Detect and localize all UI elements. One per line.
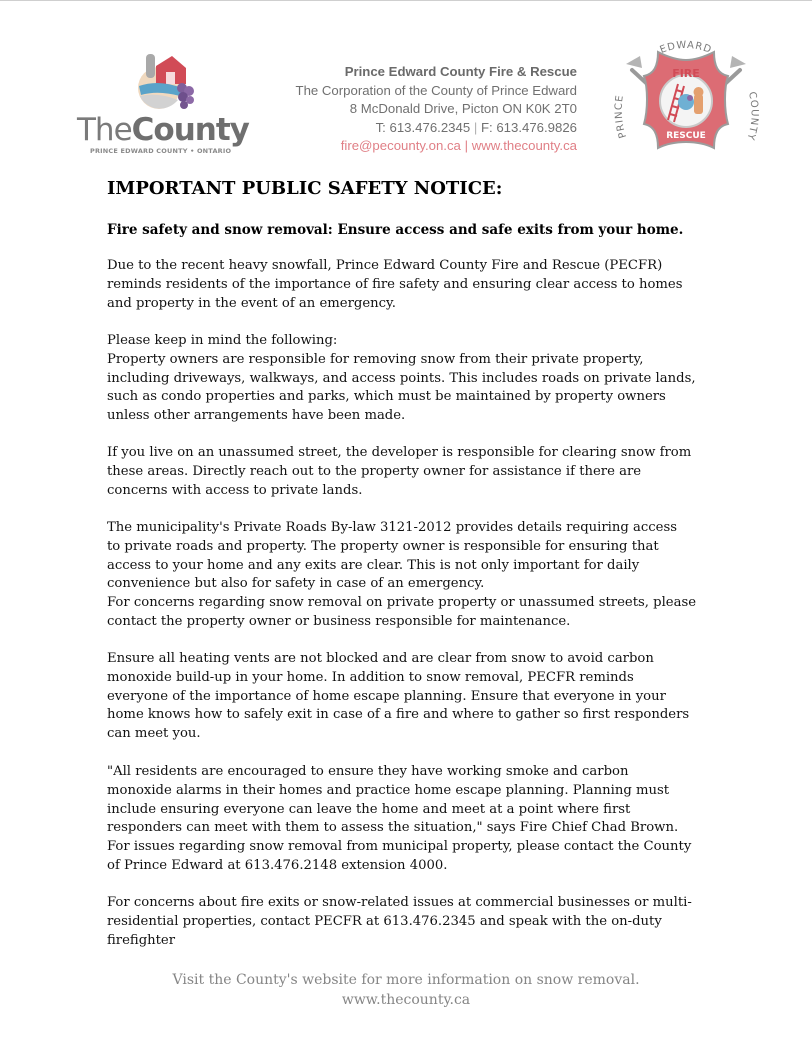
paragraph-line: monoxide alarms in their homes and practice home escape planning. Planning must <box>107 782 670 798</box>
paragraph-property-owners <box>107 332 696 426</box>
paragraph-line: For concerns about fire exits or snow-related issues at commercial businesses or multi- <box>107 895 692 910</box>
contact-phone-fax <box>296 119 577 138</box>
contact-email-link[interactable]: fire@pecounty.on.ca <box>340 138 461 154</box>
paragraph-line: and property in the event of an emergency. <box>107 295 396 311</box>
paragraph-line: For concerns regarding snow removal on private property or unassumed streets, please <box>107 595 697 611</box>
paragraph-line: to private roads and property. The property owner is responsible for ensuring that <box>107 538 659 554</box>
paragraph-line: If you live on an unassumed street, the developer is responsible for clearing snow from <box>107 445 692 460</box>
paragraph-commercial-concerns <box>107 894 692 950</box>
paragraph-line: unless other arrangements have been made. <box>107 408 406 424</box>
county-emblem-icon <box>132 48 198 114</box>
badge-fire-word: FIRE <box>672 67 700 80</box>
top-border-line <box>0 0 812 1</box>
paragraph-heating-vents <box>107 650 689 744</box>
contact-block <box>296 63 577 156</box>
notice-content <box>107 178 712 948</box>
paragraph-fire-chief-quote <box>107 763 691 876</box>
paragraph-line: For issues regarding snow removal from municipal property, please contact the County <box>107 839 692 855</box>
badge-edward-word: EDWARD <box>658 39 714 56</box>
paragraph-line: The municipality's Private Roads By-law 3121-2012 provides details requiring access <box>107 520 677 535</box>
footer-info-text: Visit the County's website for more information on snow removal. <box>172 972 640 988</box>
paragraph-line: convenience but also for safety in case of an emergency. <box>107 576 485 592</box>
notice-subtitle: Fire safety and snow removal: Ensure access and safe exits from your home. <box>107 222 684 238</box>
paragraph-line: contact the property owner or business responsible for maintenance. <box>107 613 571 629</box>
paragraph-line: reminds residents of the importance of fire safety and ensuring clear access to homes <box>107 276 683 292</box>
paragraph-private-roads-bylaw <box>107 519 696 632</box>
paragraph-line: firefighter <box>107 932 176 948</box>
paragraph-line: "All residents are encouraged to ensure they have working smoke and carbon <box>107 764 629 779</box>
contact-links <box>296 137 577 156</box>
badge-prince-word: PRINCE <box>613 93 630 140</box>
paragraph-line: access to your home and any exits are clear. This is not only important for daily <box>107 557 640 573</box>
paragraph-line: can meet you. <box>107 726 201 742</box>
the-county-logo <box>74 48 249 160</box>
paragraph-line: such as condo properties and parks, which must be maintained by property owners <box>107 389 666 405</box>
contact-website-link[interactable]: www.thecounty.ca <box>471 138 577 154</box>
paragraph-line: residential properties, contact PECFR at 613.476.2345 and speak with the on-duty <box>107 913 662 929</box>
paragraph-line: Due to the recent heavy snowfall, Prince Edward County Fire and Rescue (PECFR) <box>107 258 663 273</box>
paragraph-line: Ensure all heating vents are not blocked and are clear from snow to avoid carbon <box>107 651 654 666</box>
contact-corp: The Corporation of the County of Prince Edward <box>295 82 577 98</box>
contact-phone: T: 613.476.2345 <box>375 119 471 135</box>
fire-rescue-badge-icon <box>610 38 762 166</box>
paragraph-line: Please keep in mind the following: <box>107 333 338 348</box>
paragraph-line: of Prince Edward at 613.476.2148 extension 4000. <box>107 857 448 873</box>
paragraph-line: concerns with access to private lands. <box>107 482 363 498</box>
paragraph-line: responders can meet with them to assess the situation," says Fire Chief Chad Brown. <box>107 820 679 836</box>
footer-website-link[interactable]: www.thecounty.ca <box>341 991 471 1008</box>
badge-county-word: COUNTY <box>744 90 760 142</box>
contact-address: 8 McDonald Drive, Picton ON K0K 2T0 <box>349 101 577 117</box>
wordmark-county: County <box>131 112 249 148</box>
wordmark-the: The <box>77 112 132 148</box>
paragraph-line: home knows how to safely exit in case of a fire and where to gather so first responders <box>107 707 690 723</box>
paragraph-line: these areas. Directly reach out to the property owner for assistance if there are <box>107 463 642 479</box>
paragraph-intro <box>107 257 683 313</box>
paragraph-line: everyone of the importance of home escape planning. Ensure that everyone in your <box>107 688 666 704</box>
county-logo-subtitle: PRINCE EDWARD COUNTY • ONTARIO <box>90 147 232 155</box>
paragraph-line: Property owners are responsible for removing snow from their private property, <box>107 351 644 367</box>
contact-org: Prince Edward County Fire & Rescue <box>344 64 577 79</box>
paragraph-line: include ensuring everyone can leave the home and meet at a point where first <box>107 801 631 817</box>
page-footer <box>0 971 812 1010</box>
paragraph-unassumed-street <box>107 444 691 500</box>
contact-fax: F: 613.476.9826 <box>480 119 577 135</box>
notice-title: IMPORTANT PUBLIC SAFETY NOTICE: <box>107 178 503 199</box>
county-wordmark <box>77 112 249 148</box>
badge-rescue-word: RESCUE <box>666 131 706 141</box>
contact-link-separator: | <box>464 138 469 154</box>
paragraph-line: monoxide build-up in your home. In addition to snow removal, PECFR reminds <box>107 669 634 685</box>
contact-separator: | <box>473 119 478 135</box>
paragraph-line: including driveways, walkways, and access points. This includes roads on private lands, <box>107 370 696 386</box>
